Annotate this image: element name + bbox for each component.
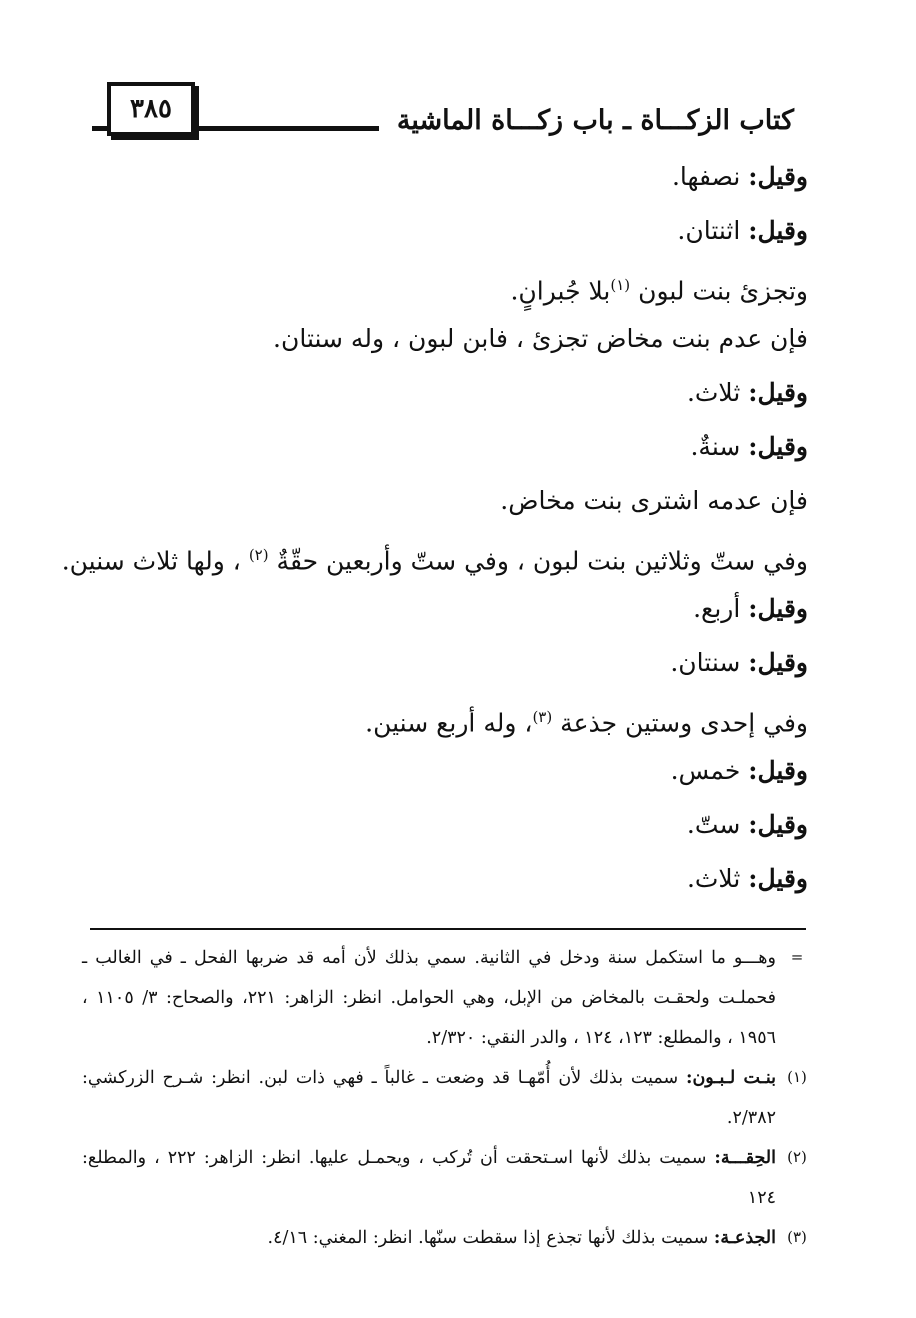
- text-line: [80, 150, 808, 204]
- line-text: سنةٌ.: [690, 432, 749, 461]
- text-line: [80, 636, 808, 690]
- footnote-head: الحِقـــة:: [714, 1148, 776, 1168]
- footnote-text: [82, 938, 776, 1058]
- line-text: أربع.: [693, 594, 749, 623]
- footnote-1: [82, 1058, 818, 1138]
- line-text: وفي ستّ وثلاثين بنت لبون ، وفي ستّ وأربعين حقّةٌ: [268, 546, 808, 576]
- line-text-after: ، ولها ثلاث سنين.: [61, 546, 249, 576]
- line-text-after: بلا جُبرانٍ.: [510, 276, 611, 306]
- footnote-body: سميت بذلك لأنها تجذع إذا سقطت سنّها. انظر: المغني: ٤/١٦.: [267, 1228, 714, 1248]
- footnote-body: سميت بذلك لأنها اسـتحقت أن تُركب ، ويحمـل عليها. انظر: الزاهر: ٢٢٢ ، والمطلع: ١٢٤: [82, 1148, 776, 1208]
- line-text: نصفها.: [671, 162, 749, 191]
- line-lead: وقيل:: [748, 216, 808, 245]
- line-text: اثنتان.: [677, 216, 749, 245]
- page-number-text: ٣٨٥: [130, 94, 172, 124]
- footnote-marker: (٢): [787, 1148, 807, 1166]
- footnote-marker: =: [790, 948, 804, 966]
- line-text-after: ، وله أربع سنين.: [365, 708, 533, 738]
- line-lead: وقيل:: [748, 810, 808, 839]
- footnote-2: [82, 1138, 818, 1218]
- line-text: ثلاث.: [686, 864, 749, 893]
- text-line: [80, 420, 808, 474]
- text-line: [80, 366, 808, 420]
- text-line: [80, 852, 808, 906]
- line-text: ثلاث.: [686, 378, 749, 407]
- line-lead: وقيل:: [748, 864, 808, 893]
- line-lead: وقيل:: [748, 756, 808, 785]
- running-title: كتاب الزكـــاة ـ باب زكـــاة الماشية: [379, 104, 808, 138]
- line-text: سنتان.: [670, 648, 749, 677]
- line-text: وفي إحدى وستين جذعة: [552, 708, 808, 738]
- footnote-3: [82, 1218, 818, 1258]
- footnote-head: الجذعـة:: [713, 1228, 776, 1248]
- footnote-separator: [90, 928, 806, 930]
- line-text: فإن عدمه اشترى بنت مخاض.: [500, 486, 808, 515]
- page-number: [107, 82, 195, 136]
- footnotes: [82, 938, 818, 1258]
- footnote-ref[interactable]: (٣): [532, 708, 553, 726]
- text-line: [80, 744, 808, 798]
- footnote-text: [82, 1058, 776, 1138]
- text-line: [80, 312, 808, 366]
- main-text: [61, 150, 808, 906]
- footnote-continued: [82, 938, 818, 1058]
- footnote-marker: (١): [787, 1068, 807, 1086]
- line-lead: وقيل:: [748, 432, 808, 461]
- line-lead: وقيل:: [748, 378, 808, 407]
- text-line: [80, 690, 808, 744]
- text-line: [80, 474, 808, 528]
- footnote-head: بنـت لـبـون:: [685, 1068, 776, 1088]
- text-line: [80, 258, 808, 312]
- text-line: [80, 582, 808, 636]
- text-line: [80, 204, 808, 258]
- footnote-text: [82, 1218, 776, 1258]
- line-lead: وقيل:: [748, 648, 808, 677]
- footnote-body: وهـــو ما استكمل سنة ودخل في الثانية. سمي بذلك لأن أمه قد ضربها الفحل ـ في الغالب ـ فحملـت ولحقـت بالمخاض من الإبل، وهي الحوامل. انظر: الزاهر: ٢٢١، والصحاح: ٣/ ١١٠٥ ، ١٩٥٦ ، والمطلع: ١٢٣، ١٢٤ ، والدر النقي: ٢/٣٢٠.: [82, 948, 777, 1048]
- line-text: خمس.: [670, 756, 749, 785]
- text-line: [80, 798, 808, 852]
- line-text: ستّ.: [686, 810, 749, 839]
- footnote-body: سميت بذلك لأن أُمّهـا قد وضعت ـ غالباً ـ فهي ذات لبن. انظر: شـرح الزركشي: ٢/٣٨٢.: [82, 1068, 776, 1128]
- footnote-marker: (٣): [787, 1228, 807, 1246]
- line-text: وتجزئ بنت لبون: [630, 276, 808, 306]
- footnote-text: [82, 1138, 776, 1218]
- text-line: [61, 528, 808, 582]
- footnote-ref[interactable]: (١): [610, 276, 631, 294]
- line-text: فإن عدم بنت مخاض تجزئ ، فابن لبون ، وله سنتان.: [273, 324, 808, 353]
- line-lead: وقيل:: [748, 594, 808, 623]
- footnote-ref[interactable]: (٢): [248, 546, 269, 564]
- line-lead: وقيل:: [748, 162, 808, 191]
